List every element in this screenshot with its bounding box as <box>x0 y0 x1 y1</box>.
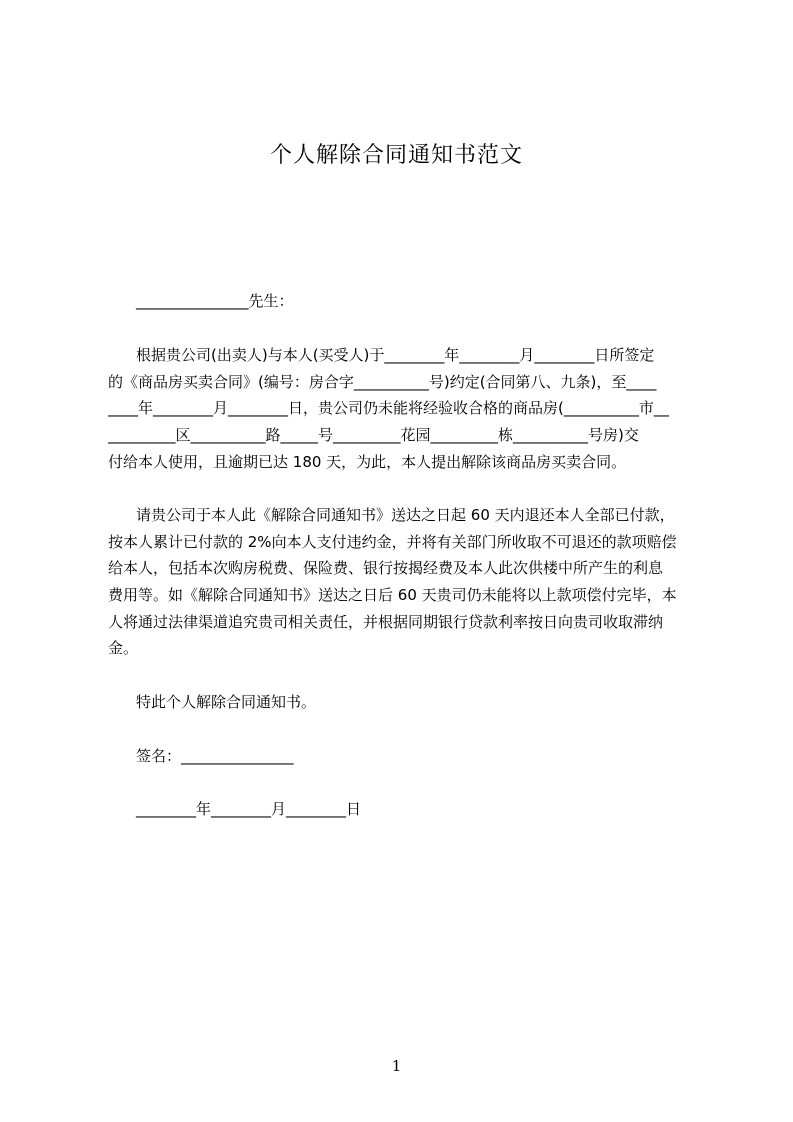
paragraph2-line: 费用等。如《解除合同通知书》送达之日后 60 天贵司仍未能将以上款项偿付完毕，本 <box>108 586 677 604</box>
paragraph1-line: ____年________月________日，贵公司仍未能将经验收合格的商品房(__________市__ <box>108 399 669 417</box>
date-line: ________年________月________日 <box>136 800 362 818</box>
paragraph1-line: 的《商品房买卖合同》(编号：房合字__________号)约定(合同第八、九条)，至____ <box>108 373 657 391</box>
signature-line: 签名：_______________ <box>136 747 294 765</box>
page-number: 1 <box>391 1057 402 1075</box>
salutation: _______________先生： <box>136 292 294 310</box>
paragraph1-line: _________区__________路_____号_________花园_________栋__________号房)交 <box>108 426 639 444</box>
paragraph2-line: 人将通过法律渠道追究贵司相关责任，并根据同期银行贷款利率按日向贵司收取滞纳 <box>108 613 664 631</box>
closing-statement: 特此个人解除合同通知书。 <box>136 693 317 711</box>
paragraph1-line: 根据贵公司(出卖人)与本人(买受人)于________年________月________日所签定 <box>136 346 655 364</box>
paragraph2-line: 金。 <box>108 639 139 657</box>
paragraph2-line: 给本人，包括本次购房税费、保险费、银行按揭经费及本人此次供楼中所产生的利息 <box>108 559 664 577</box>
document-title: 个人解除合同通知书范文 <box>269 143 523 168</box>
paragraph2-line: 按本人累计已付款的 2%向本人支付违约金，并将有关部门所收取不可退还的款项赔偿 <box>108 533 677 551</box>
paragraph1-line: 付给本人使用，且逾期已达 180 天，为此，本人提出解除该商品房买卖合同。 <box>108 453 627 471</box>
paragraph2-line: 请贵公司于本人此《解除合同通知书》送达之日起 60 天内退还本人全部已付款， <box>136 506 675 524</box>
